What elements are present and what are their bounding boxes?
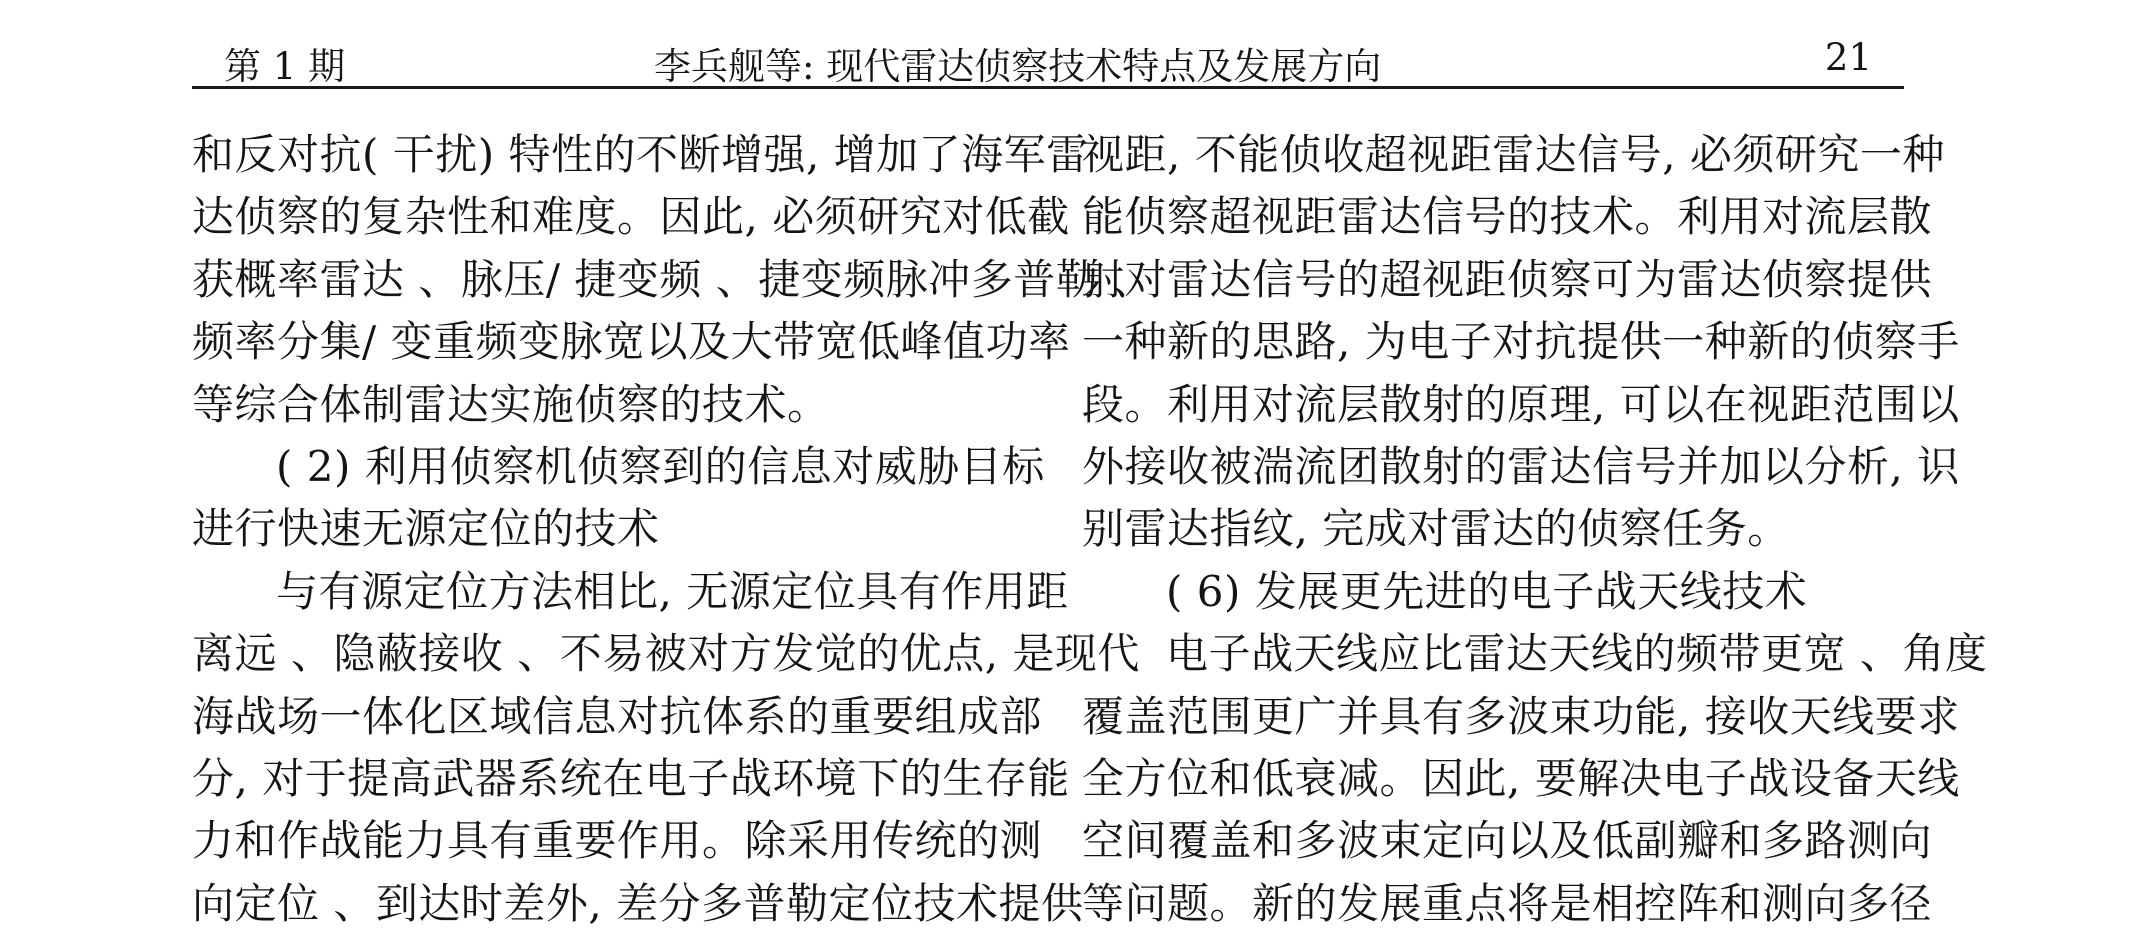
right-text-column [1082, 124, 1988, 935]
text-line: 与有源定位方法相比, 无源定位具有作用距 [276, 566, 1069, 616]
text-line: 力和作战能力具有重要作用。除采用传统的测 [192, 816, 1043, 866]
left-text-column [192, 124, 1155, 935]
text-line: ( 6) 发展更先进的电子战天线技术 [1166, 566, 1808, 616]
text-line: 射对雷达信号的超视距侦察可为雷达侦察提供 [1082, 254, 1933, 304]
page-number: 21 [1824, 36, 1872, 79]
text-line: 达侦察的复杂性和难度。因此, 必须研究对低截 [192, 192, 1070, 242]
text-line: ( 2) 利用侦察机侦察到的信息对威胁目标 [276, 441, 1045, 491]
header-rule [192, 86, 1904, 89]
text-line: 离远 、隐蔽接收 、不易被对方发觉的优点, 是现代 [192, 629, 1140, 679]
text-line: 能侦察超视距雷达信号的技术。利用对流层散 [1082, 192, 1933, 242]
text-line: 空间覆盖和多波束定向以及低副瓣和多路测向 [1082, 816, 1933, 866]
text-line: 外接收被湍流团散射的雷达信号并加以分析, 识 [1082, 441, 1960, 491]
text-line: 覆盖范围更广并具有多波束功能, 接收天线要求 [1082, 691, 1960, 741]
text-line: 别雷达指纹, 完成对雷达的侦察任务。 [1082, 504, 1790, 554]
text-line: 全方位和低衰减。因此, 要解决电子战设备天线 [1082, 753, 1960, 803]
text-line: 获概率雷达 、脉压/ 捷变频 、捷变频脉冲多普勒 、 [192, 254, 1155, 304]
text-line: 段。利用对流层散射的原理, 可以在视距范围以 [1082, 379, 1960, 429]
text-line: 和反对抗( 干扰) 特性的不断增强, 增加了海军雷 [192, 130, 1089, 179]
text-line: 海战场一体化区域信息对抗体系的重要组成部 [192, 691, 1043, 741]
text-line: 进行快速无源定位的技术 [192, 504, 660, 554]
text-line: 视距, 不能侦收超视距雷达信号, 必须研究一种 [1082, 130, 1945, 179]
running-title: 李兵舰等: 现代雷达侦察技术特点及发展方向 [654, 45, 1382, 88]
text-line: 向定位 、到达时差外, 差分多普勒定位技术提供 [192, 878, 1084, 928]
text-line: 频率分集/ 变重频变脉宽以及大带宽低峰值功率 [192, 317, 1071, 367]
running-header [192, 30, 1904, 88]
text-line: 等综合体制雷达实施侦察的技术。 [192, 379, 830, 429]
text-line: 等问题。新的发展重点将是相控阵和测向多径 [1082, 878, 1933, 928]
text-line: 一种新的思路, 为电子对抗提供一种新的侦察手 [1082, 317, 1960, 367]
text-line: 电子战天线应比雷达天线的频带更宽 、角度 [1166, 629, 1988, 679]
text-line: 分, 对于提高武器系统在电子战环境下的生存能 [192, 753, 1070, 803]
issue-number: 第 1 期 [224, 45, 346, 88]
